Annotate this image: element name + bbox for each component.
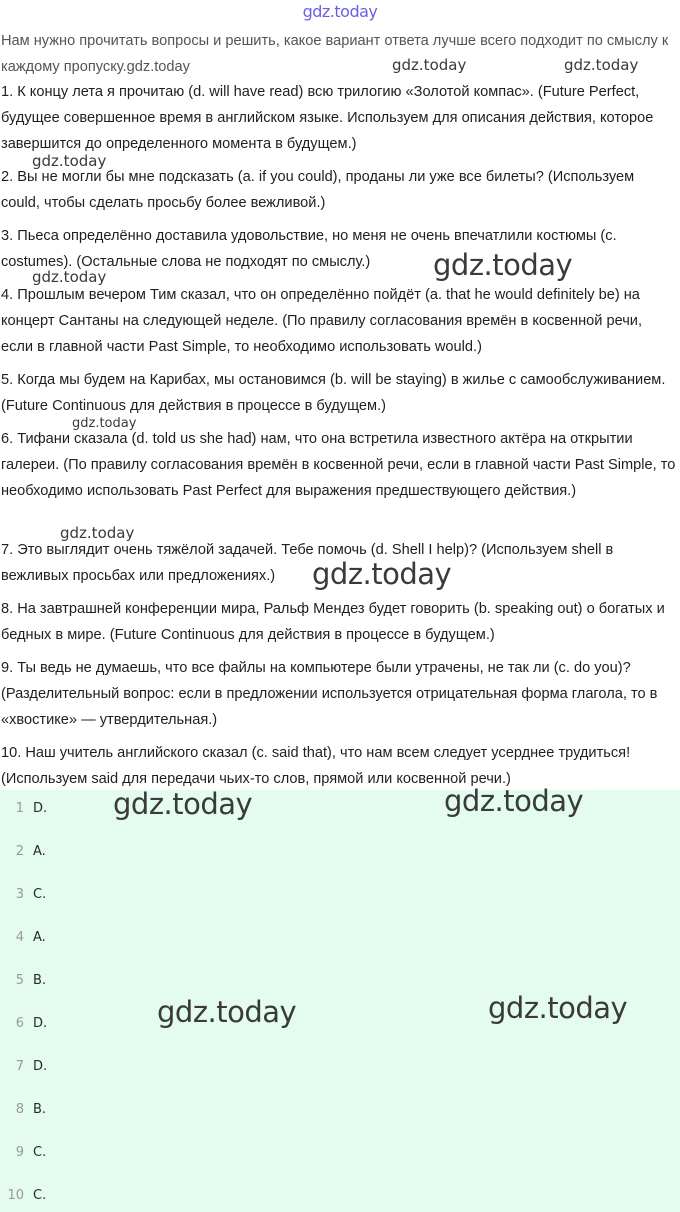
watermark: gdz.today bbox=[157, 995, 297, 1029]
answer-row bbox=[0, 923, 46, 953]
watermark: gdz.today bbox=[32, 152, 107, 170]
answer-letter: A. bbox=[33, 844, 46, 859]
answer-row bbox=[0, 1052, 47, 1082]
answer-number: 10 bbox=[7, 1188, 24, 1203]
answer-number: 6 bbox=[15, 1016, 24, 1031]
answer-letter: B. bbox=[33, 1102, 47, 1117]
answer-number: 3 bbox=[15, 887, 24, 902]
intro-text: Нам нужно прочитать вопросы и решить, какое вариант ответа лучше всего подходит по смыслу к каждому пропуску.gdz.today bbox=[1, 33, 669, 75]
watermark: gdz.today bbox=[392, 56, 467, 74]
answer-row bbox=[0, 1009, 47, 1039]
watermark: gdz.today bbox=[433, 248, 573, 282]
watermark: gdz.today bbox=[564, 56, 639, 74]
site-logo[interactable]: gdz.today bbox=[302, 2, 378, 21]
item-7: 7. Это выглядит очень тяжёлой задачей. Тебе помочь (d. Shell I help)? (Используем shell в вежливых просьбах или предложениях.) bbox=[1, 542, 614, 584]
watermark: gdz.today bbox=[312, 557, 452, 591]
answer-letter: D. bbox=[33, 801, 48, 816]
answer-number: 8 bbox=[15, 1102, 24, 1117]
item-10: 10. Наш учитель английского сказал (c. said that), что нам всем следует усерднее трудиться! (Используем said для передачи чьих-то слов, прямой или косвенной речи.) bbox=[1, 745, 631, 787]
answers-panel bbox=[0, 790, 680, 1212]
watermark: gdz.today bbox=[444, 784, 584, 818]
answer-letter: D. bbox=[33, 1059, 48, 1074]
answer-row bbox=[0, 1095, 46, 1125]
item-2: 2. Вы не могли бы мне подсказать (a. if you could), проданы ли уже все билеты? (Используем could, чтобы сделать просьбу более вежливой.) bbox=[1, 169, 635, 211]
answer-letter: C. bbox=[33, 1145, 47, 1160]
watermark: gdz.today bbox=[72, 416, 137, 431]
answer-row bbox=[0, 1181, 46, 1211]
watermark: gdz.today bbox=[113, 787, 253, 821]
answer-letter: B. bbox=[33, 973, 47, 988]
answer-number: 4 bbox=[15, 930, 24, 945]
item-9: 9. Ты ведь не думаешь, что все файлы на компьютере были утрачены, не так ли (c. do you)? (Разделительный вопрос: если в предложении используется отрицательная форма глагола, то в «хвостике» — утвердительная.) bbox=[1, 660, 658, 728]
answer-letter: A. bbox=[33, 930, 46, 945]
answer-letter: C. bbox=[33, 887, 47, 902]
item-5: 5. Когда мы будем на Карибах, мы остановимся (b. will be staying) в жилье с самообслуживанием. (Future Continuous для действия в процессе в будущем.) bbox=[1, 372, 666, 414]
answer-row bbox=[0, 794, 47, 824]
watermark: gdz.today bbox=[488, 991, 628, 1025]
watermark: gdz.today bbox=[60, 524, 135, 542]
answer-number: 9 bbox=[15, 1145, 24, 1160]
item-3: 3. Пьеса определённо доставила удовольствие, но меня не очень впечатлили костюмы (c. costumes). (Остальные слова не подходят по смыслу.) bbox=[1, 228, 617, 270]
answer-number: 1 bbox=[15, 801, 24, 816]
answer-number: 7 bbox=[15, 1059, 24, 1074]
answer-row bbox=[0, 880, 46, 910]
item-4: 4. Прошлым вечером Тим сказал, что он определённо пойдёт (a. that he would definitely be) на концерт Сантаны на следующей неделе. (По правилу согласования времён в косвенной речи, если в главной части Past Simple, то необходимо использовать would.) bbox=[1, 287, 643, 355]
answer-number: 2 bbox=[15, 844, 24, 859]
answer-letter: D. bbox=[33, 1016, 48, 1031]
item-6: 6. Тифани сказала (d. told us she had) нам, что она встретила известного актёра на открытии галереи. (По правилу согласования времён в косвенной речи, если в главной части Past Simple, то необходимо использовать Past Perfect для выражения предшествующего действия.) bbox=[1, 431, 676, 499]
answer-letter: C. bbox=[33, 1188, 47, 1203]
answer-number: 5 bbox=[15, 973, 24, 988]
item-8: 8. На завтрашней конференции мира, Ральф Мендез будет говорить (b. speaking out) о богатых и бедных в мире. (Future Continuous для действия в процессе в будущем.) bbox=[1, 601, 665, 643]
answer-row bbox=[0, 837, 46, 867]
watermark: gdz.today bbox=[32, 268, 107, 286]
answer-row bbox=[0, 966, 46, 996]
answer-row bbox=[0, 1138, 46, 1168]
item-1: 1. К концу лета я прочитаю (d. will have read) всю трилогию «Золотой компас». (Future Perfect, будущее совершенное время в английском языке. Используем для описания действия, которое завершится до определенного момента в будущем.) bbox=[1, 84, 654, 152]
